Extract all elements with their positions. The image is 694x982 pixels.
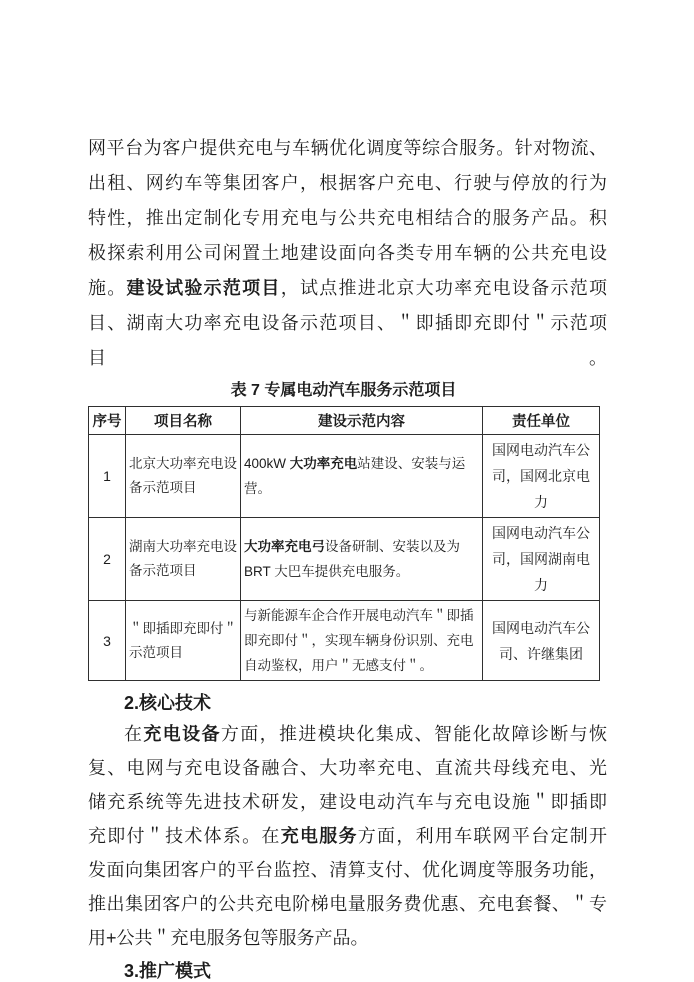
cell-demo-content [241,601,483,681]
cell-project-name: 北京大功率充电设备示范项目 [126,435,241,518]
cell-project-name: ＂即插即充即付＂示范项目 [126,601,241,681]
bold-text-run: 建设试验示范项目 [126,278,281,298]
text-line [88,131,607,166]
bold-text-run: 大功率充电弓 [244,539,325,554]
header-cell-name: 项目名称 [126,407,241,435]
text-run: 网平台为客户提供充电与车辆优化调度等综合服务。针对物流、 [88,138,607,158]
cell-demo-content [241,518,483,601]
text-line [88,201,607,236]
text-run: 设备研制、安装以及为 BRT 大巴车提供充电服务。 [244,539,460,579]
text-line [88,306,607,376]
paragraph-2 [88,717,607,955]
text-run: 推出集团客户的公共充电阶梯电量服务费优惠、充电套餐、＂专 [88,894,607,914]
text-run: 在 [124,724,144,744]
text-run: 施。 [88,278,127,298]
text-run: 站建设、安装与运营。 [244,456,466,496]
cell-project-name: 湖南大功率充电设备示范项目 [126,518,241,601]
cell-demo-content [241,435,483,518]
text-line [88,785,607,819]
text-line [88,853,607,887]
text-line [88,717,607,751]
text-run: 目、湖南大功率充电设备示范项目、＂即插即充即付＂示范项目。 [88,313,607,368]
cell-row-no: 1 [89,435,126,518]
table-row [89,518,600,601]
text-run: 复、电网与充电设备融合、大功率充电、直流共母线充电、光 [88,758,607,778]
cell-owner: 国网电动汽车公司，国网北京电力 [483,435,600,518]
demo-projects-table [88,406,600,681]
table-caption: 表 7 专属电动汽车服务示范项目 [230,382,457,399]
text-run: 特性，推出定制化专用充电与公共充电相结合的服务产品。积 [88,208,607,228]
text-run: 400kW [244,456,290,471]
table-row [89,601,600,681]
text-line [88,819,607,853]
header-cell-content: 建设示范内容 [241,407,483,435]
text-run: 方面，推进模块化集成、智能化故障诊断与恢 [220,724,607,744]
section-heading-core-tech: 2.核心技术 [124,693,212,713]
bold-text-run: 充电设备 [143,724,221,744]
text-run: 发面向集团客户的平台监控、清算支付、优化调度等服务功能， [88,860,607,880]
text-line [88,887,607,921]
text-run: 充即付＂技术体系。在 [88,826,281,846]
section-heading-promotion: 3.推广模式 [124,961,212,981]
header-cell-no: 序号 [89,407,126,435]
bold-text-run: 大功率充电 [289,456,358,471]
text-run: 储充系统等先进技术研发，建设电动汽车与充电设施＂即插即 [88,792,607,812]
text-run: 方面，利用车联网平台定制开 [357,826,608,846]
text-run: 出租、网约车等集团客户，根据客户充电、行驶与停放的行为 [88,173,607,193]
table-header-row [89,407,600,435]
header-cell-owner: 责任单位 [483,407,600,435]
text-line [88,921,607,955]
cell-row-no: 2 [89,518,126,601]
text-line [88,271,607,306]
text-line [88,236,607,271]
text-run: 与新能源车企合作开展电动汽车＂即插即充即付＂，实现车辆身份识别、充电自动鉴权，用户＂无感支付＂。 [244,608,474,673]
cell-owner: 国网电动汽车公司、许继集团 [483,601,600,681]
text-line [88,166,607,201]
table-row [89,435,600,518]
cell-row-no: 3 [89,601,126,681]
text-line [88,751,607,785]
text-run: ，试点推进北京大功率充电设备示范项 [280,278,608,298]
cell-owner: 国网电动汽车公司，国网湖南电力 [483,518,600,601]
text-run: 极探索利用公司闲置土地建设面向各类专用车辆的公共充电设 [88,243,607,263]
page-content [88,131,607,982]
text-run: 用+公共＂充电服务包等服务产品。 [88,928,369,948]
bold-text-run: 充电服务 [280,826,358,846]
paragraph-1 [88,131,607,376]
